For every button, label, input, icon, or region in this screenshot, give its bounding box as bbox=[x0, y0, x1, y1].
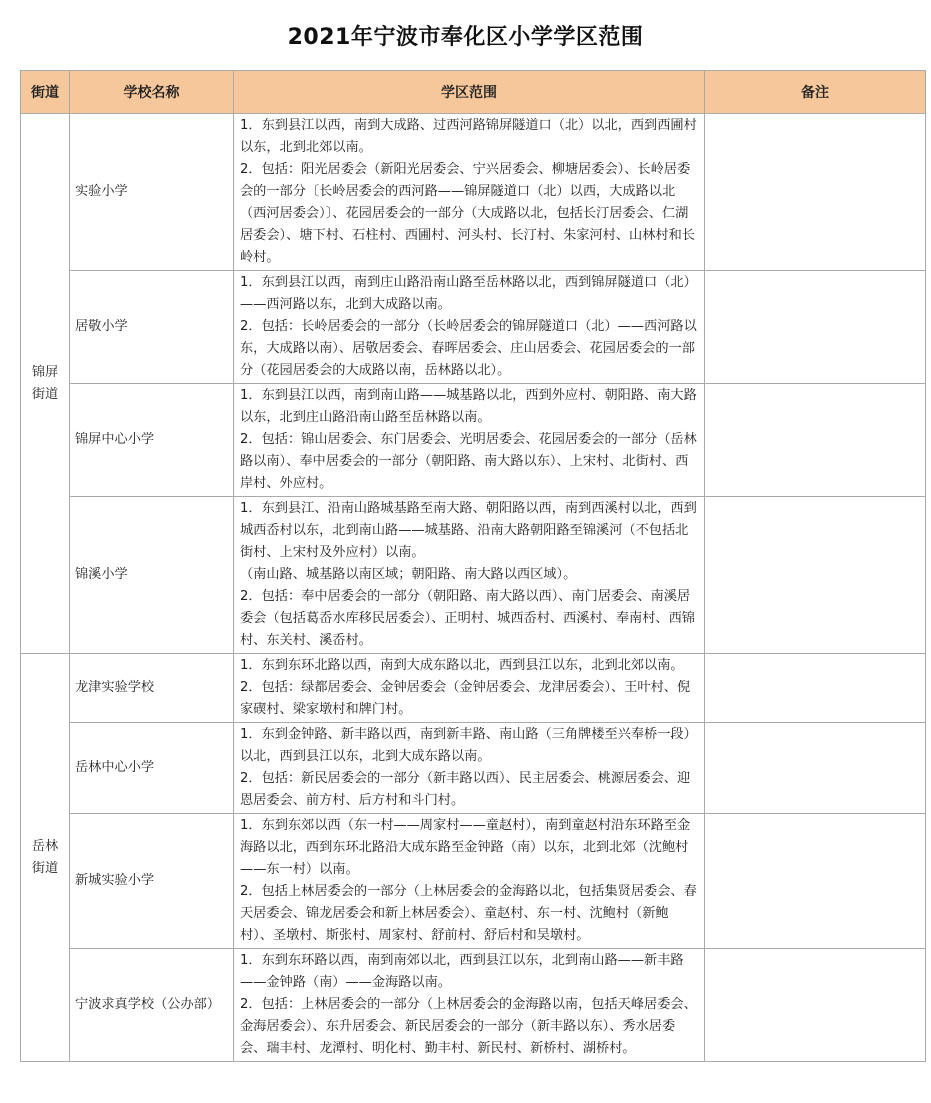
district-scope-cell bbox=[234, 814, 705, 949]
header-note: 备注 bbox=[705, 71, 926, 114]
note-cell bbox=[705, 814, 926, 949]
scope-line: 1．东到东郊以西（东一村——周家村——童赵村），南到童赵村沿东环路至金海路以北，西到东环北路沿大成东路至金钟路（南）以东，北到北郊（沈鲍村——东一村）以南。 bbox=[240, 818, 691, 877]
note-cell bbox=[705, 654, 926, 723]
school-name-cell: 居敬小学 bbox=[70, 271, 234, 384]
street-cell: 锦屏街道 bbox=[21, 114, 70, 654]
scope-line: 1．东到县江、沿南山路城基路至南大路、朝阳路以西，南到西溪村以北，西到城西岙村以东，北到南山路——城基路、沿南大路朝阳路至锦溪河（不包括北街村、上宋村及外应村）以南。 bbox=[240, 501, 697, 560]
district-scope-cell bbox=[234, 271, 705, 384]
note-cell bbox=[705, 497, 926, 654]
note-cell bbox=[705, 723, 926, 814]
scope-line: 2．包括：长岭居委会的一部分（长岭居委会的锦屏隧道口（北）——西河路以东，大成路以南）、居敬居委会、春晖居委会、庄山居委会、花园居委会的一部分（花园居委会的大成路以南，岳林路以北）。 bbox=[240, 319, 697, 378]
table-row bbox=[21, 949, 926, 1062]
scope-line: 1．东到东环路以西，南到南郊以北，西到县江以东，北到南山路——新丰路——金钟路（南）——金海路以南。 bbox=[240, 953, 684, 990]
scope-line: 2．包括：新民居委会的一部分（新丰路以西）、民主居委会、桃源居委会、迎恩居委会、前方村、后方村和斗门村。 bbox=[240, 771, 691, 808]
page-title: 2021年宁波市奉化区小学学区范围 bbox=[287, 24, 644, 50]
scope-line: 1．东到金钟路、新丰路以西，南到新丰路、南山路（三角牌楼至兴奉桥一段）以北，西到县江以东，北到大成东路以南。 bbox=[240, 727, 697, 764]
district-scope-cell bbox=[234, 654, 705, 723]
street-cell: 岳林街道 bbox=[21, 654, 70, 1062]
header-school-name: 学校名称 bbox=[70, 71, 234, 114]
table-row bbox=[21, 114, 926, 271]
scope-line: 1．东到县江以西，南到大成路、过西河路锦屏隧道口（北）以北，西到西圃村以东，北到北郊以南。 bbox=[240, 118, 697, 155]
table-row bbox=[21, 654, 926, 723]
scope-line: 1．东到县江以西，南到南山路——城基路以北，西到外应村、朝阳路、南大路以东，北到庄山路沿南山路至岳林路以南。 bbox=[240, 388, 697, 425]
district-scope-cell bbox=[234, 949, 705, 1062]
note-cell bbox=[705, 384, 926, 497]
table-row bbox=[21, 497, 926, 654]
table-row bbox=[21, 271, 926, 384]
table-row bbox=[21, 723, 926, 814]
district-scope-cell bbox=[234, 723, 705, 814]
school-name-cell: 新城实验小学 bbox=[70, 814, 234, 949]
header-street: 街道 bbox=[21, 71, 70, 114]
table-row bbox=[21, 384, 926, 497]
scope-line: 2．包括：奉中居委会的一部分（朝阳路、南大路以西）、南门居委会、南溪居委会（包括葛岙水库移民居委会）、正明村、城西岙村、西溪村、奉南村、西锦村、东关村、溪岙村。 bbox=[240, 589, 695, 648]
scope-line: 2．包括上林居委会的一部分（上林居委会的金海路以北，包括集贤居委会、春天居委会、锦龙居委会和新上林居委会）、童赵村、东一村、沈鲍村（新鲍村）、圣墩村、斯张村、周家村、舒前村、舒后村和吴墩村。 bbox=[240, 884, 697, 943]
scope-line: 1．东到县江以西，南到庄山路沿南山路至岳林路以北，西到锦屏隧道口（北）——西河路以东，北到大成路以南。 bbox=[240, 275, 697, 312]
note-cell bbox=[705, 114, 926, 271]
note-cell bbox=[705, 271, 926, 384]
scope-line: 2．包括：绿都居委会、金钟居委会（金钟居委会、龙津居委会）、王叶村、倪家碶村、梁家墩村和牌门村。 bbox=[240, 680, 691, 717]
scope-line: 2．包括：锦山居委会、东门居委会、光明居委会、花园居委会的一部分（岳林路以南）、奉中居委会的一部分（朝阳路、南大路以东）、上宋村、北街村、西岸村、外应村。 bbox=[240, 432, 697, 491]
school-name-cell: 龙津实验学校 bbox=[70, 654, 234, 723]
note-cell bbox=[705, 949, 926, 1062]
table-row bbox=[21, 814, 926, 949]
school-name-cell: 锦屏中心小学 bbox=[70, 384, 234, 497]
school-name-cell: 岳林中心小学 bbox=[70, 723, 234, 814]
school-name-cell: 宁波求真学校（公办部） bbox=[70, 949, 234, 1062]
scope-line: 1．东到东环北路以西，南到大成东路以北，西到县江以东，北到北郊以南。 bbox=[240, 658, 684, 673]
scope-line: 2．包括：阳光居委会（新阳光居委会、宁兴居委会、柳塘居委会）、长岭居委会的一部分〔长岭居委会的西河路——锦屏隧道口（北）以西，大成路以北（西河居委会）〕、花园居委会的一部分（大成路以北，包括长汀居委会、仁湖居委会）、塘下村、石柱村、西圃村、河头村、长汀村、朱家河村、山林村和长岭村。 bbox=[240, 162, 695, 265]
scope-line: （南山路、城基路以南区域；朝阳路、南大路以西区域）。 bbox=[240, 567, 577, 582]
school-name-cell: 锦溪小学 bbox=[70, 497, 234, 654]
table-header-row bbox=[21, 71, 926, 114]
district-scope-cell bbox=[234, 384, 705, 497]
header-district-scope: 学区范围 bbox=[234, 71, 705, 114]
scope-line: 2．包括：上林居委会的一部分（上林居委会的金海路以南，包括天峰居委会、金海居委会）、东升居委会、新民居委会的一部分（新丰路以东）、秀水居委会、瑞丰村、龙潭村、明化村、勤丰村、新民村、新桥村、湖桥村。 bbox=[240, 997, 697, 1056]
district-scope-cell bbox=[234, 114, 705, 271]
school-district-table bbox=[20, 70, 926, 1062]
district-scope-cell bbox=[234, 497, 705, 654]
school-name-cell: 实验小学 bbox=[70, 114, 234, 271]
